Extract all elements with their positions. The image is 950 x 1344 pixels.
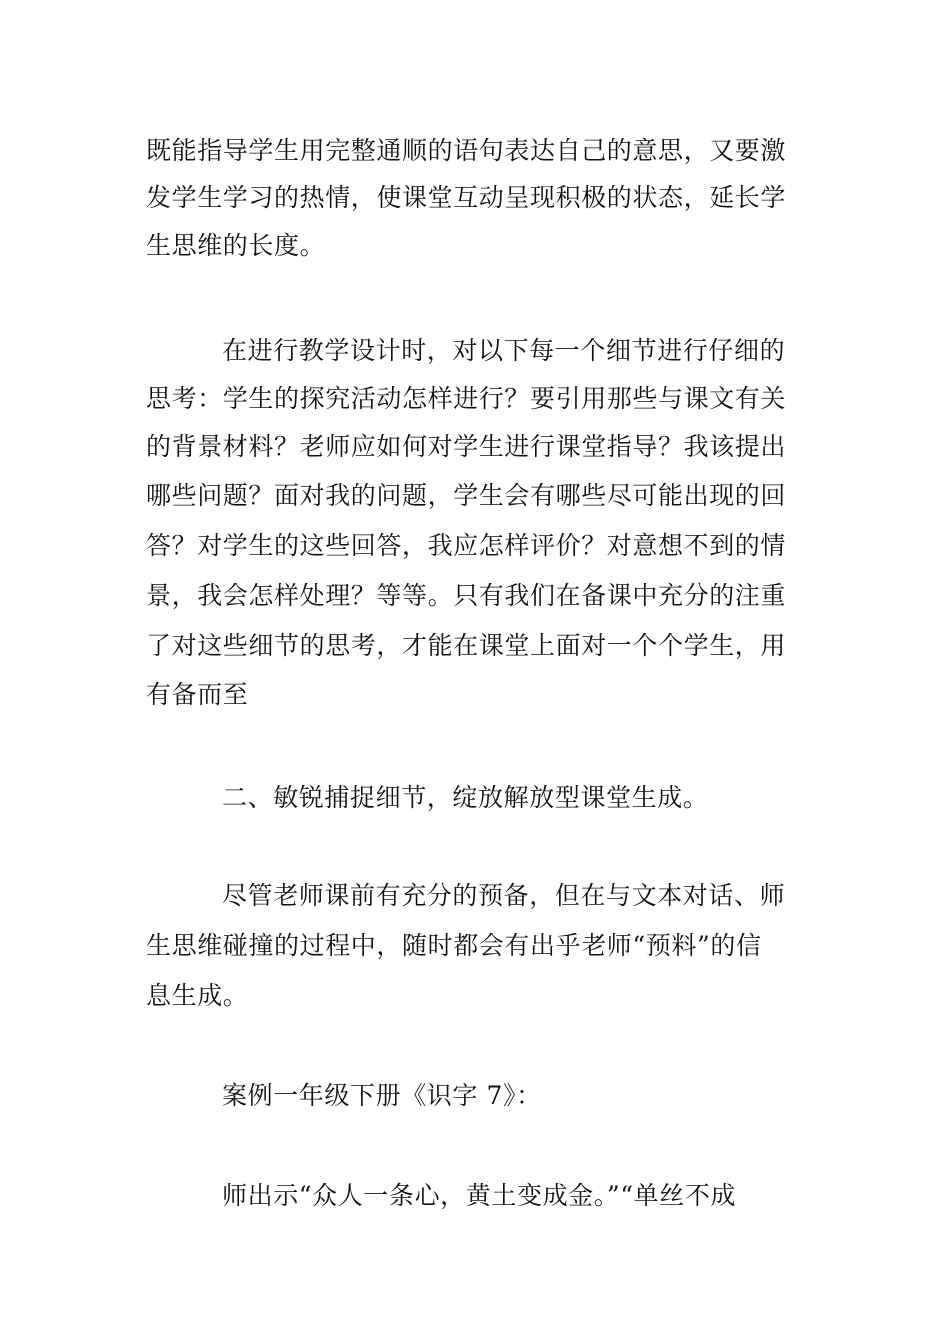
case-heading: 案例一年级下册《识字 7》： xyxy=(222,1081,542,1110)
paragraph-2-line-6: 景，我会怎样处理？等等。只有我们在备课中充分的注重 xyxy=(146,581,787,610)
paragraph-2-line-2: 思考：学生的探究活动怎样进行？要引用那些与课文有关 xyxy=(146,384,787,413)
paragraph-4-line-1: 尽管老师课前有充分的预备，但在与文本对话、师 xyxy=(222,881,786,910)
paragraph-4-line-2: 生思维碰撞的过程中，随时都会有出乎老师“预料”的信 xyxy=(146,931,762,960)
paragraph-2-line-5: 答？对学生的这些回答，我应怎样评价？对意想不到的情 xyxy=(146,531,787,560)
paragraph-2-line-1: 在进行教学设计时，对以下每一个细节进行仔细的 xyxy=(222,336,786,365)
paragraph-1-line-1: 既能指导学生用完整通顺的语句表达自己的意思，又要激 xyxy=(146,136,787,165)
paragraph-6-line-1: 师出示“众人一条心，黄土变成金。”“单丝不成 xyxy=(222,1181,737,1210)
paragraph-1-line-2: 发学生学习的热情，使课堂互动呈现积极的状态，延长学 xyxy=(146,183,787,212)
paragraph-4-line-3: 息生成。 xyxy=(146,981,249,1010)
paragraph-2-line-3: 的背景材料？老师应如何对学生进行课堂指导？我该提出 xyxy=(146,432,787,461)
section-heading: 二、敏锐捕捉细节，绽放解放型课堂生成。 xyxy=(222,783,709,812)
paragraph-2-line-8: 有备而至 xyxy=(146,680,249,709)
paragraph-2-line-7: 了对这些细节的思考，才能在课堂上面对一个个学生，用 xyxy=(146,631,787,660)
paragraph-1-line-3: 生思维的长度。 xyxy=(146,231,326,260)
paragraph-2-line-4: 哪些问题？面对我的问题，学生会有哪些尽可能出现的回 xyxy=(146,481,787,510)
